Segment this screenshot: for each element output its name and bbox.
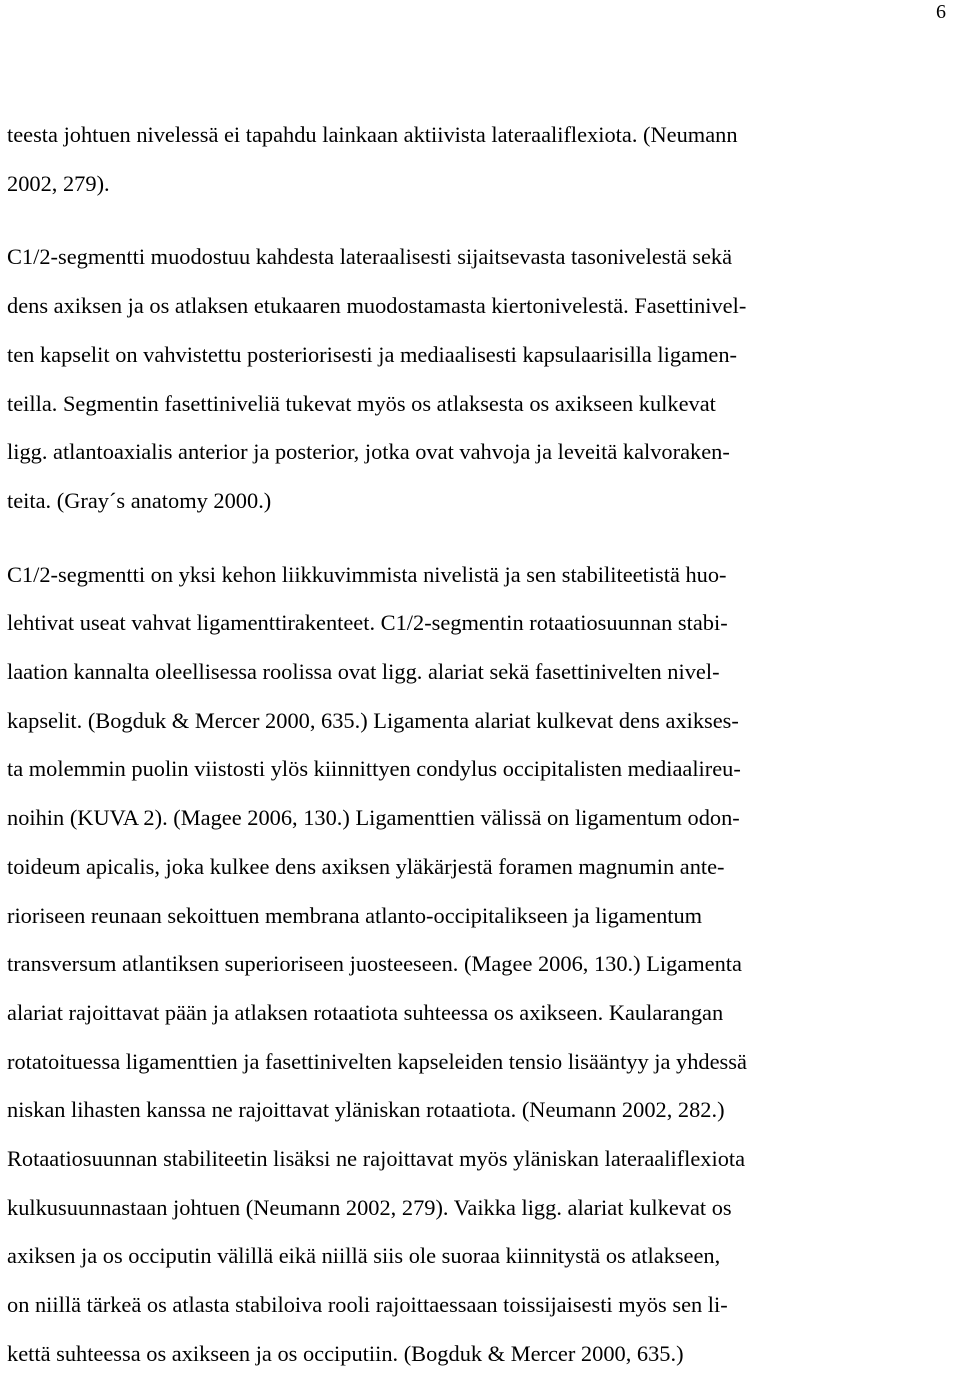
text-line: noihin (KUVA 2). (Magee 2006, 130.) Ligamenttien välissä on ligamentum odon- [7, 805, 740, 831]
paragraph-3 [7, 551, 955, 1379]
page-number: 6 [936, 1, 946, 23]
text-line: transversum atlantiksen superioriseen juosteeseen. (Magee 2006, 130.) Ligamenta [7, 951, 742, 977]
text-line: teesta johtuen nivelessä ei tapahdu lainkaan aktiivista lateraaliflexiota. (Neumann [7, 122, 738, 147]
text-line: teita. (Gray´s anatomy 2000.) [7, 487, 272, 513]
body-text [7, 111, 955, 1379]
text-line: dens axiksen ja os atlaksen etukaaren muodostamasta kiertonivelestä. Fasettinivel- [7, 293, 747, 319]
text-line: C1/2-segmentti on yksi kehon liikkuvimmista nivelistä ja sen stabiliteetistä huo- [7, 561, 727, 587]
text-line: alariat rajoittavat pään ja atlaksen rotaatiota suhteessa os axikseen. Kaularangan [7, 999, 724, 1025]
text-line: teilla. Segmentin fasettiniveliä tukevat myös os atlaksesta os axikseen kulkevat [7, 390, 716, 416]
text-line: kapselit. (Bogduk & Mercer 2000, 635.) Ligamenta alariat kulkevat dens axikses- [7, 707, 739, 733]
paragraph-1 [7, 111, 955, 208]
text-line: C1/2-segmentti muodostuu kahdesta lateraalisesti sijaitsevasta tasonivelestä sekä [7, 244, 733, 270]
text-line: laation kannalta oleellisessa roolissa ovat ligg. alariat sekä fasettinivelten nivel- [7, 659, 720, 685]
text-line: rotatoituessa ligamenttien ja fasettinivelten kapseleiden tensio lisääntyy ja yhdessä [7, 1048, 747, 1074]
text-line: axiksen ja os occiputin välillä eikä niillä siis ole suoraa kiinnitystä os atlakseen, [7, 1243, 721, 1269]
text-line: lehtivat useat vahvat ligamenttirakenteet. C1/2-segmentin rotaatiosuunnan stabi- [7, 610, 728, 636]
paragraph-spacer [7, 208, 955, 233]
text-line: ta molemmin puolin viistosti ylös kiinnittyen condylus occipitalisten mediaalireu- [7, 756, 741, 782]
paragraph-2 [7, 233, 955, 525]
paragraph-spacer [7, 526, 955, 551]
text-line: Rotaatiosuunnan stabiliteetin lisäksi ne rajoittavat myös yläniskan lateraaliflexiota [7, 1146, 746, 1172]
text-line: ligg. atlantoaxialis anterior ja posterior, jotka ovat vahvoja ja leveitä kalvoraken- [7, 439, 730, 465]
text-line: rioriseen reunaan sekoittuen membrana atlanto-occipitalikseen ja ligamentum [7, 902, 703, 928]
text-line: niskan lihasten kanssa ne rajoittavat yläniskan rotaatiota. (Neumann 2002, 282.) [7, 1097, 725, 1123]
text-line: 2002, 279). [7, 170, 110, 196]
text-line: kulkusuunnastaan johtuen (Neumann 2002, 279). Vaikka ligg. alariat kulkevat os [7, 1194, 732, 1220]
text-line: kettä suhteessa os axikseen ja os occiputiin. (Bogduk & Mercer 2000, 635.) [7, 1340, 684, 1366]
text-line: toideum apicalis, joka kulkee dens axiksen yläkärjestä foramen magnumin ante- [7, 853, 725, 879]
text-line: on niillä tärkeä os atlasta stabiloiva rooli rajoittaessaan toissijaisesti myös sen li- [7, 1292, 728, 1318]
text-line: ten kapselit on vahvistettu posteriorisesti ja mediaalisesti kapsulaarisilla ligamen- [7, 341, 738, 367]
